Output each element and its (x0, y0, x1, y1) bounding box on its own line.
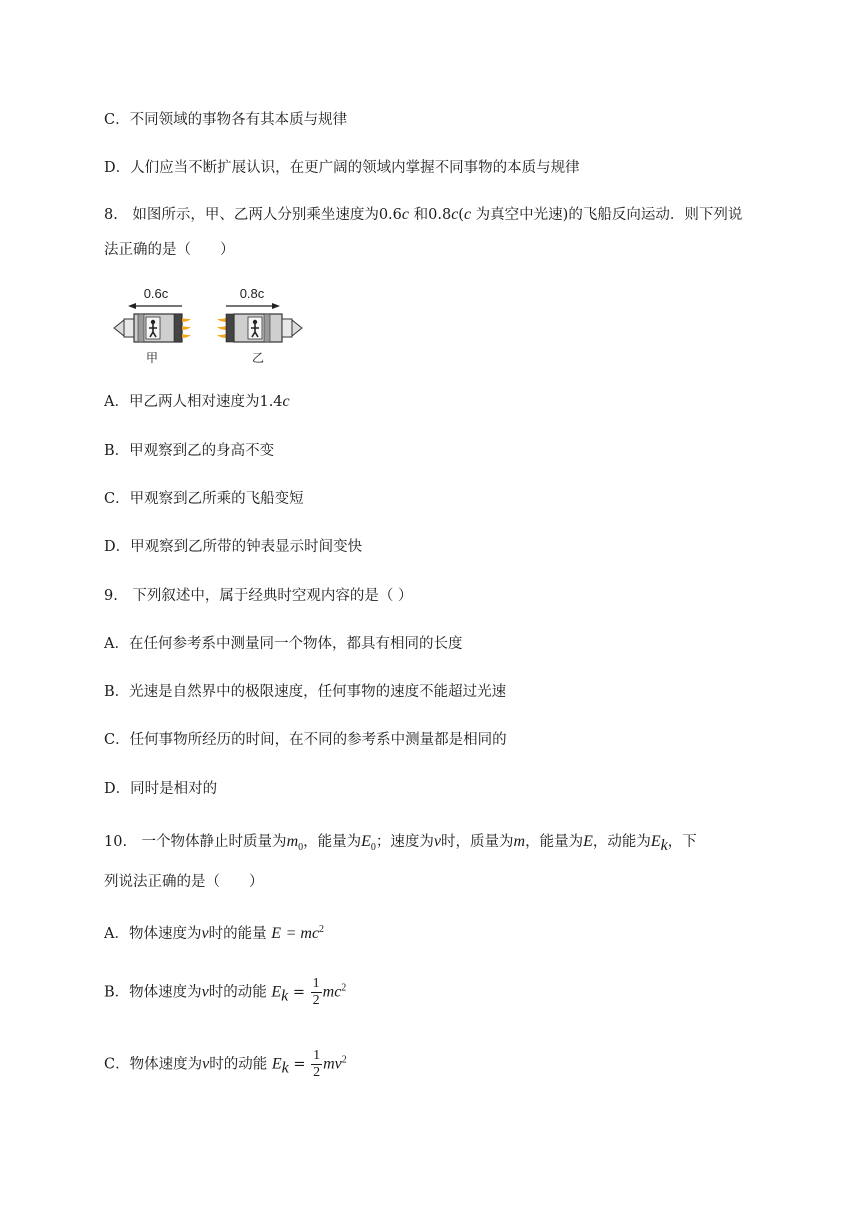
q10-stem: 10. 一个物体静止时质量为$m_0$，能量为$E_0$；速度为v时，质量为m，能量为E，动能为$E_k$，下 (104, 833, 697, 854)
q9-option-c: C．任何事物所经历的时间，在不同的参考系中测量都是相同的 (104, 732, 507, 748)
q9-option-a: A．在任何参考系中测量同一个物体，都具有相同的长度 (104, 636, 463, 652)
q8-stem-line2: 法正确的是（ ） (104, 242, 235, 258)
q8-stem: 8. 如图所示，甲、乙两人分别乘坐速度为0.6c 和0.8c(c 为真空中光速)的飞船反向运动．则下列说 (104, 206, 743, 223)
q9-option-b: B．光速是自然界中的极限速度，任何事物的速度不能超过光速 (104, 684, 507, 700)
fraction-one-half: $\frac{1}{2}$ (312, 976, 320, 1008)
speed-label-left: 0.6c (143, 286, 169, 301)
spaceship-right-icon (216, 314, 302, 342)
spaceship-left-icon (114, 314, 192, 342)
q10-option-a: A．物体速度为v时的能量 $E = mc^2$ (104, 924, 325, 942)
arrow-right-icon (226, 303, 280, 309)
ship-label-left: 甲 (145, 351, 159, 365)
fraction-one-half: $\frac{1}{2}$ (313, 1048, 321, 1080)
q7-option-d: D．人们应当不断扩展认识，在更广阔的领域内掌握不同事物的本质与规律 (104, 160, 580, 176)
speed-label-right: 0.8c (239, 286, 265, 301)
q9-option-d: D．同时是相对的 (104, 781, 218, 797)
q8-option-b: B．甲观察到乙的身高不变 (104, 443, 275, 459)
q8-option-d: D．甲观察到乙所带的钟表显示时间变快 (104, 539, 363, 555)
q8-option-c: C．甲观察到乙所乘的飞船变短 (104, 491, 304, 507)
arrow-left-icon (128, 303, 182, 309)
q10-option-b: B．物体速度为v时的动能 $E_k$ = $\frac{1}{2}$ $mc^2$ (104, 976, 347, 1008)
q8-option-a: A．甲乙两人相对速度为1.4c (104, 393, 290, 410)
ship-label-right: 乙 (251, 351, 265, 365)
q10-option-c: C．物体速度为v时的动能 $E_k$ = $\frac{1}{2}$ $mv^2$ (104, 1048, 347, 1080)
q9-stem: 9. 下列叙述中，属于经典时空观内容的是（ ） (104, 588, 413, 604)
q7-option-c: C．不同领域的事物各有其本质与规律 (104, 112, 348, 128)
spaceship-figure (112, 284, 308, 368)
q10-stem-line2: 列说法正确的是（ ） (104, 874, 264, 890)
